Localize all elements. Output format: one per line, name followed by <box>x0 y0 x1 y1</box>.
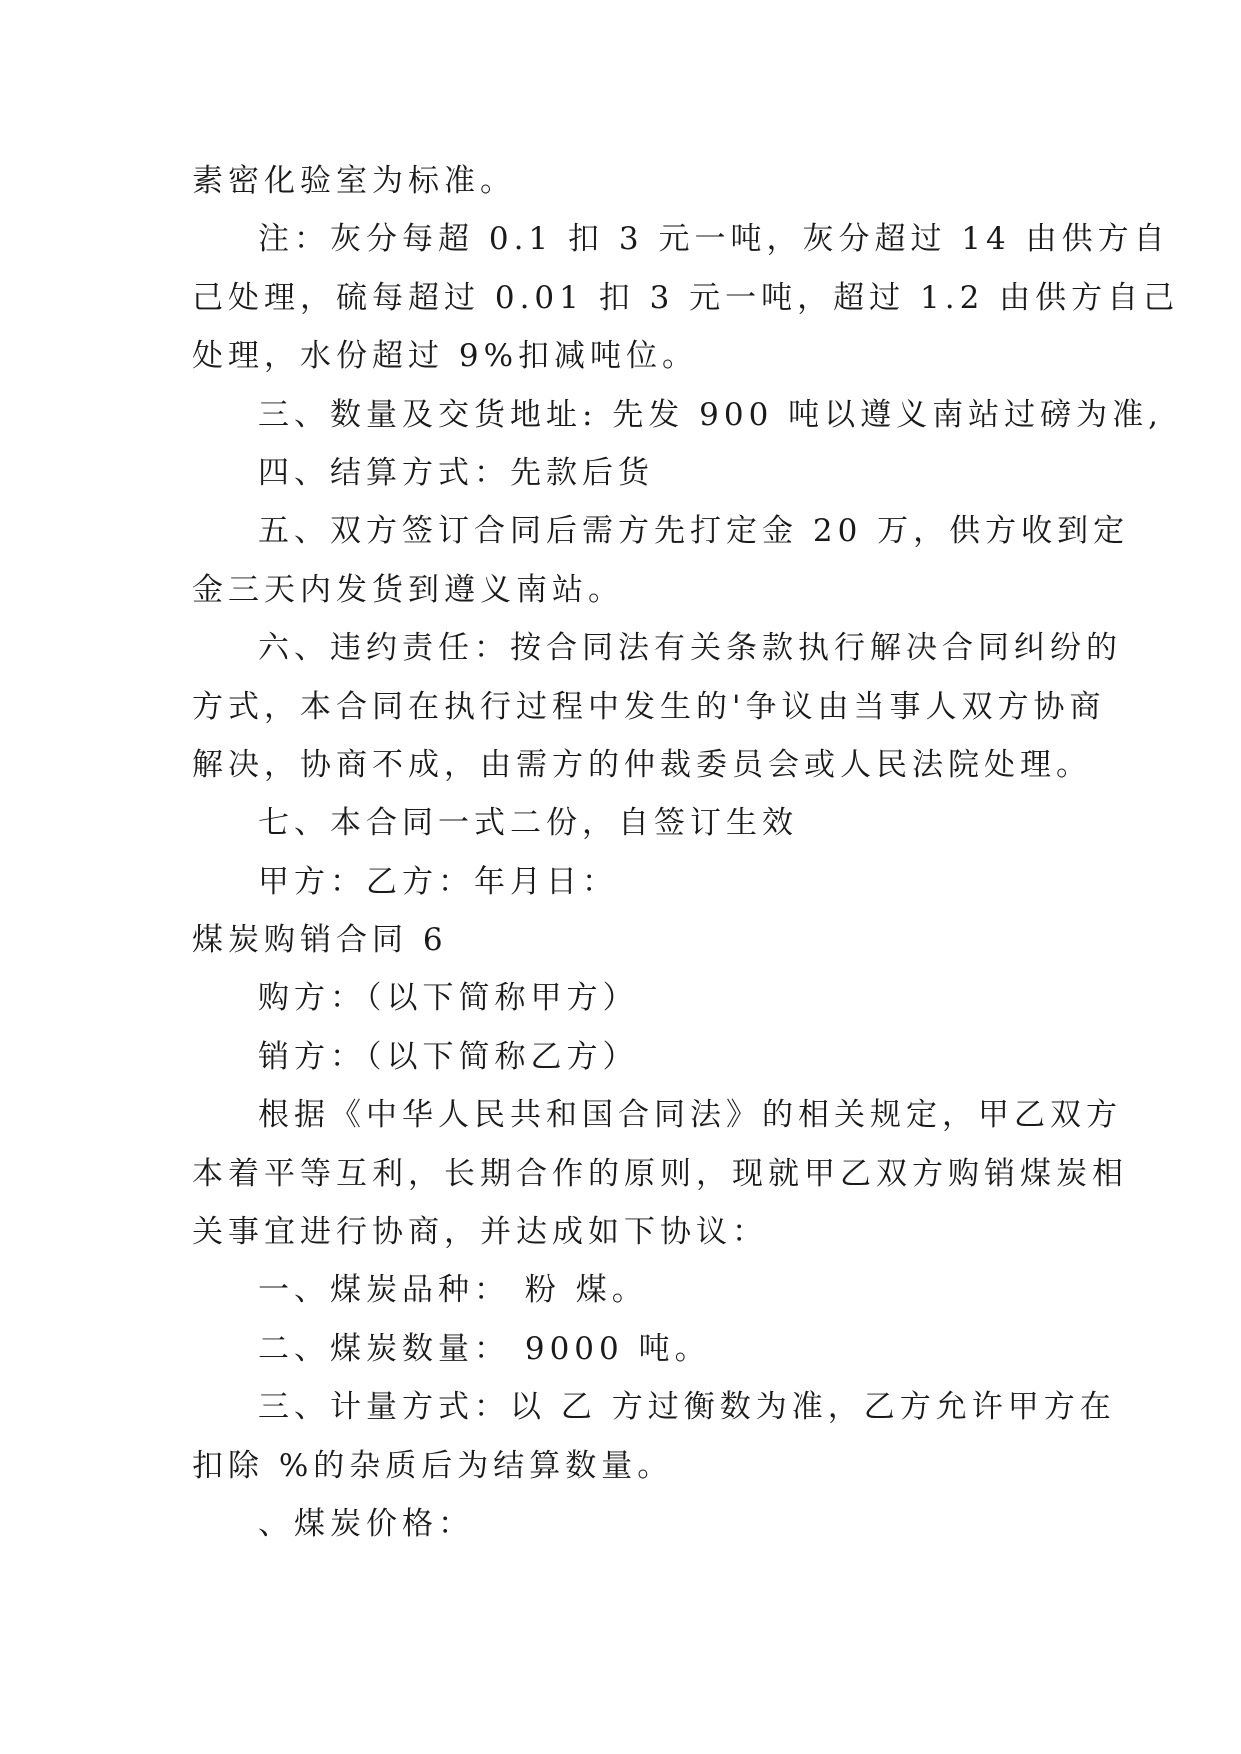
paragraph-line: 扣除 %的杂质后为结算数量。 <box>192 1447 674 1484</box>
paragraph-line: 销方：（以下简称乙方） <box>258 1038 639 1075</box>
paragraph-line: 、煤炭价格： <box>258 1505 474 1542</box>
document-body <box>192 152 1180 1553</box>
paragraph-line: 三、计量方式：以 乙 方过衡数为准，乙方允许甲方在 <box>258 1389 1116 1426</box>
paragraph-line: 六、违约责任：按合同法有关条款执行解决合同纠纷的 <box>258 630 1122 667</box>
paragraph-line: 处理，水份超过 9%扣减吨位。 <box>192 338 699 375</box>
signature-line: 甲方：乙方：年月日： <box>258 863 618 900</box>
paragraph-line: 三、数量及交货地址: 先发 900 吨以遵义南站过磅为准, <box>258 396 1164 433</box>
section-heading: 煤炭购销合同 6 <box>192 922 448 959</box>
paragraph-line: 四、结算方式：先款后货 <box>258 454 654 491</box>
paragraph-line: 二、煤炭数量： 9000 吨。 <box>258 1330 711 1367</box>
paragraph-line: 五、双方签订合同后需方先打定金 20 万，供方收到定 <box>258 513 1130 550</box>
paragraph-line: 根据《中华人民共和国合同法》的相关规定，甲乙双方 <box>258 1097 1122 1134</box>
paragraph-line: 一、煤炭品种： 粉 煤。 <box>258 1272 648 1309</box>
paragraph-line: 七、本合同一式二份，自签订生效 <box>258 805 798 842</box>
paragraph-line: 本着平等互利，长期合作的原则，现就甲乙双方购销煤炭相 <box>192 1155 1128 1192</box>
paragraph-line: 金三天内发货到遵义南站。 <box>192 571 624 608</box>
paragraph-line: 关事宜进行协商，并达成如下协议： <box>192 1214 768 1251</box>
paragraph-line: 方式，本合同在执行过程中发生的'争议由当事人双方协商 <box>192 688 1106 725</box>
paragraph-line: 注：灰分每超 0.1 扣 3 元一吨，灰分超过 14 由供方自 <box>258 221 1170 258</box>
paragraph-line: 购方：（以下简称甲方） <box>258 980 639 1017</box>
paragraph-line: 素密化验室为标准。 <box>192 163 516 199</box>
paragraph-line: 解决，协商不成，由需方的仲裁委员会或人民法院处理。 <box>192 746 1092 783</box>
paragraph-line: 己处理，硫每超过 0.01 扣 3 元一吨，超过 1.2 由供方自己 <box>192 279 1180 316</box>
